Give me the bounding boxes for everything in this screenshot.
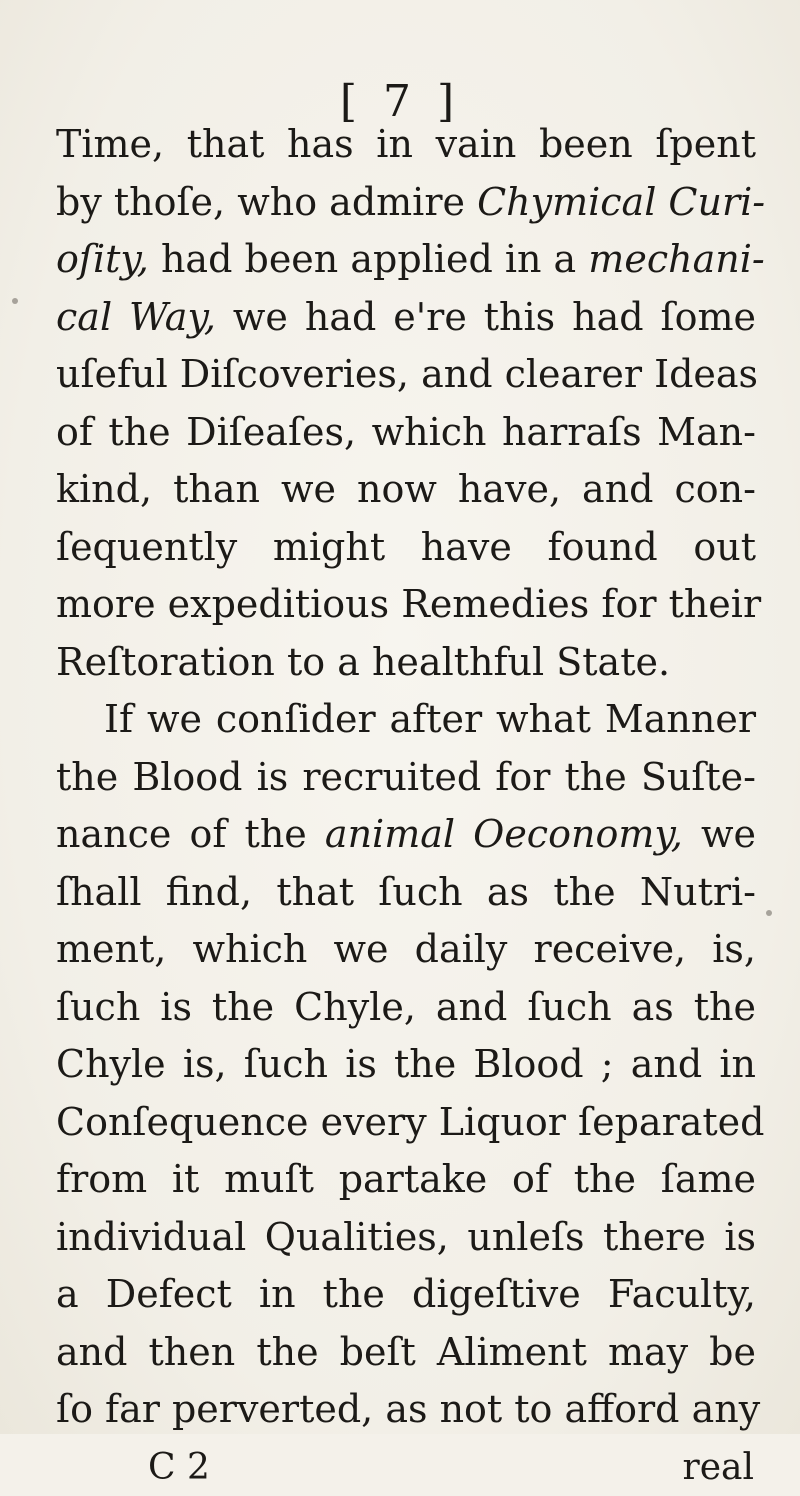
text-line: uſeful Diſcoveries, and clearer Ideas (56, 346, 756, 404)
text-line: more expeditious Remedies for their (56, 576, 756, 634)
text-line: from it muſt partake of the ſame (56, 1151, 756, 1209)
catchword: real (683, 1439, 755, 1496)
text-line: ſequently might have found out (56, 519, 756, 577)
text-line: of the Diſeaſes, which harraſs Man- (56, 404, 756, 462)
paper-speck (766, 910, 772, 916)
page-number-header: [ 7 ] (0, 72, 800, 132)
italic-phrase: mechani- (588, 237, 764, 281)
paper-speck (12, 298, 18, 304)
italic-phrase: animal Oeconomy, (325, 812, 683, 856)
footer-line (56, 1439, 756, 1496)
text-line: ment, which we daily receive, is, (56, 921, 756, 979)
text-line: ſhall find, that ſuch as the Nutri- (56, 864, 756, 922)
signature-mark: C 2 (148, 1439, 210, 1496)
text-line: Reſtoration to a healthful State. (56, 634, 756, 692)
text-line: kind, than we now have, and con- (56, 461, 756, 519)
text-line: the Blood is recruited for the Suſte- (56, 749, 756, 807)
italic-phrase: Chymical Curi- (477, 180, 765, 224)
paragraph-start-line: If we conſider after what Manner (56, 691, 756, 749)
text-line: Chyle is, ſuch is the Blood ; and in (56, 1036, 756, 1094)
text-line: ſo far perverted, as not to afford any (56, 1381, 756, 1439)
text-line: individual Qualities, unleſs there is (56, 1209, 756, 1267)
text-line: ſuch is the Chyle, and ſuch as the (56, 979, 756, 1037)
italic-phrase: oſity, (56, 237, 149, 281)
italic-phrase: cal Way, (56, 295, 216, 339)
text-line: by thoſe, who admire Chymical Curi- (56, 174, 756, 232)
text-line: and then the beſt Aliment may be (56, 1324, 756, 1382)
text-line: cal Way, we had e're this had ſome (56, 289, 756, 347)
body-text (56, 116, 756, 1496)
text-line: nance of the animal Oeconomy, we (56, 806, 756, 864)
text-line: oſity, had been applied in a mechani- (56, 231, 756, 289)
text-line: Time, that has in vain been ſpent (56, 116, 756, 174)
text-line: a Defect in the digeſtive Faculty, (56, 1266, 756, 1324)
text-line: Conſequence every Liquor ſeparated (56, 1094, 756, 1152)
